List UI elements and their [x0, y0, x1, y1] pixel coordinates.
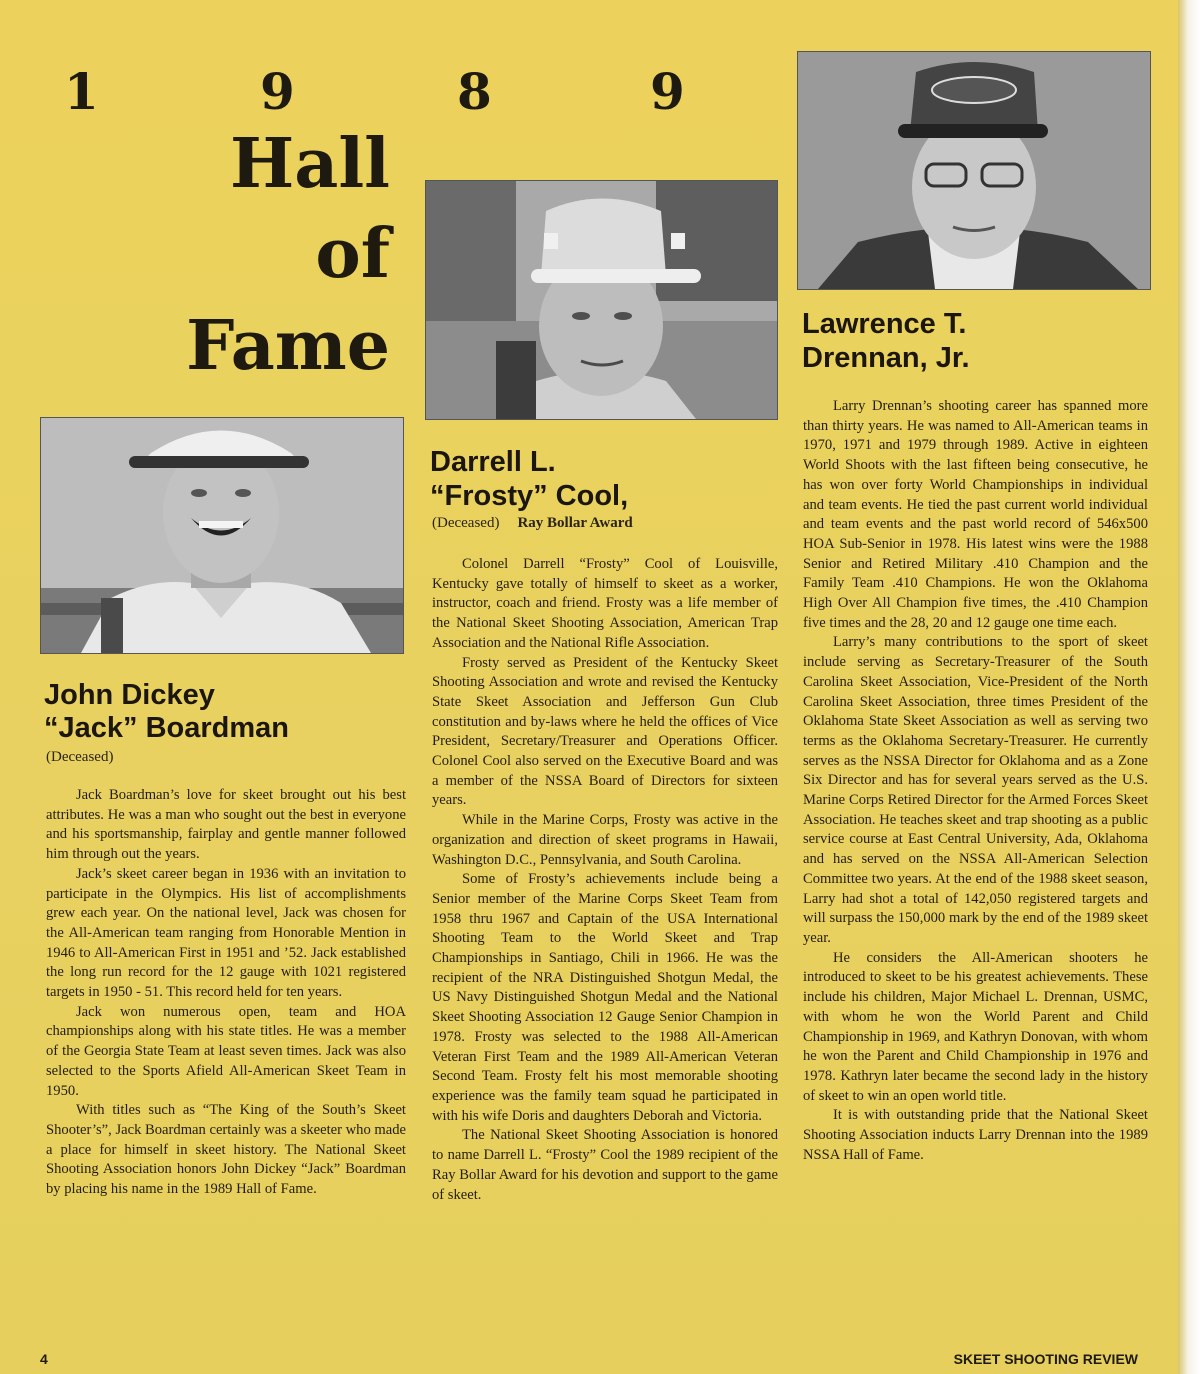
boardman-name-line2: “Jack” Boardman [44, 712, 289, 744]
year-digit: 1 [64, 62, 99, 121]
drennan-paragraph: Larry Drennan’s shooting career has spanned more than thirty years. He was named to All-American teams in 1970, 1971 and 1979 through 1989. Active in eighteen World Shoots with the last fifteen being consecutive, he has won over forty World Championships in individual and team events. He tied the past current world individual and team events and the past world record of 546x500 HOA Sub-Senior in 1978. His latest wins were the 1988 Senior and Retired Military .410 Champion and the Family Team .410 Champions. He won the Oklahoma High Over All Champion five times, the .410 Champion five times and the 28, 20 and 12 gauge one time each. [803, 398, 1148, 631]
title-of: of [315, 214, 390, 294]
cool-status-line [432, 515, 633, 532]
drennan-bio [803, 397, 1148, 1165]
cool-paragraph: Some of Frosty’s achievements include being a Senior member of the Marine Corps Skeet Team from 1958 thru 1967 and Captain of the USA International Shooting Team to the World Skeet and Trap Championships in Santiago, Chili in 1966. He was the recipient of the NRA Distinguished Shotgun Medal, the US Navy Distinguished Shotgun Medal and the National Skeet Shooting Association 12 Gauge Senior Champion in 1978. Frosty was selected to the 1988 All-American Veteran First Team and the 1989 All-American Veteran Second Team. Frosty felt his most memorable shooting experience was the family team squad he participated in with his wife Doris and daughters Deborah and Victoria. [432, 871, 778, 1124]
boardman-name-line1: John Dickey [44, 679, 215, 711]
boardman-status: (Deceased) [46, 749, 114, 765]
drennan-name-line1: Lawrence T. [802, 308, 967, 340]
cool-paragraph: The National Skeet Shooting Association is honored to name Darrell L. “Frosty” Cool the 1989 recipient of the Ray Bollar Award for his devotion and support to the game of skeet. [432, 1127, 778, 1203]
boardman-paragraph: Jack won numerous open, team and HOA championships along with his state titles. He was a member of the Georgia State Team at least seven times. Jack was also selected to the Sports Afield All-American Skeet Team in 1950. [46, 1003, 406, 1099]
year-digit: 9 [260, 62, 295, 121]
boardman-paragraph: Jack Boardman’s love for skeet brought out his best attributes. He was a man who sought out the best in everyone and his sportsmanship, fairplay and gentle manner followed him through out the years. [46, 787, 406, 863]
year-digit: 9 [650, 62, 685, 121]
boardman-photo [40, 417, 404, 654]
drennan-photo [797, 51, 1151, 290]
drennan-name-line2: Drennan, Jr. [802, 342, 970, 374]
cool-paragraph: Frosty served as President of the Kentucky Skeet Shooting Association and wrote and revised the Kentucky State Skeet Association and Jefferson Gun Club constitution and by-laws where he held the offices of Vice President, Secretary/Treasurer and Operations Officer. Colonel Cool also served on the Executive Board and was a member of the NSSA Board of Directors for sixteen years. [432, 654, 778, 809]
cool-bio [432, 555, 778, 1205]
cool-photo [425, 180, 778, 420]
boardman-paragraph: With titles such as “The King of the South’s Skeet Shooter’s”, Jack Boardman certainly was a skeeter who made a place for himself in skeet history. The National Skeet Shooting Association honors John Dickey “Jack” Boardman by placing his name in the 1989 Hall of Fame. [46, 1102, 406, 1198]
cool-status: (Deceased) [432, 515, 500, 531]
drennan-paragraph: It is with outstanding pride that the National Skeet Shooting Association inducts Larry Drennan into the 1989 NSSA Hall of Fame. [803, 1107, 1148, 1163]
cool-name-line1: Darrell L. [430, 446, 556, 478]
cool-paragraph: While in the Marine Corps, Frosty was active in the organization and direction of skeet programs in Hawaii, Washington D.C., Pennsylvania, and South Carolina. [432, 812, 778, 868]
title-fame: Fame [186, 306, 390, 386]
cool-name-line2: “Frosty” Cool, [430, 480, 629, 512]
page-number: 4 [40, 1351, 48, 1367]
drennan-paragraph: He considers the All-American shooters he introduced to skeet to be his greatest achievements. These include his children, Major Michael L. Drennan, USMC, with whom he won the World Parent and Child Championship in 1969, and Kathryn Donovan, with whom he won the Parent and Child Championship in 1976 and 1978. Kathryn later became the second lady in the history of skeet to win an open world title. [803, 949, 1148, 1104]
title-hall: Hall [230, 124, 390, 204]
year-digit: 8 [457, 62, 492, 121]
page-edge [1178, 0, 1200, 1374]
drennan-paragraph: Larry’s many contributions to the sport of skeet include serving as Secretary-Treasurer of the South Carolina Skeet Association, Vice-President of the North Carolina Skeet Association, three times President of the Oklahoma State Skeet Association as well as serving two terms as the Oklahoma Secretary-Treasurer. He currently serves as the NSSA Director for Oklahoma and as a Zone Six Director and has for several years served as the U.S. Marine Corps Retired Director for the Armed Forces Skeet Association. He teaches skeet and trap shooting as a public service course at East Central University, Ada, Oklahoma and has served on the NSSA All-American Selection Committee two years. At the end of the 1988 skeet season, Larry had shot a total of 142,050 registered targets and will surpass the 150,000 mark by the end of the 1989 skeet year. [803, 634, 1148, 946]
year-heading [64, 62, 704, 122]
cool-award: Ray Bollar Award [517, 515, 633, 531]
publication-title: SKEET SHOOTING REVIEW [953, 1351, 1138, 1367]
cool-paragraph: Colonel Darrell “Frosty” Cool of Louisville, Kentucky gave totally of himself to skeet as a worker, instructor, coach and friend. Frosty was a life member of the National Skeet Shooting Association, American Trap Association and the National Rifle Association. [432, 556, 778, 651]
boardman-bio [46, 786, 406, 1200]
boardman-paragraph: Jack’s skeet career began in 1936 with an invitation to participate in the Olympics. His list of accomplishments grew each year. On the national level, Jack was chosen for the All-American team ranging from Honorable Mention in 1946 to All-American First in 1951 and ’52. Jack established the long run record for the 12 gauge with 1021 registered targets in 1950 - 51. This record held for ten years. [46, 865, 406, 1001]
